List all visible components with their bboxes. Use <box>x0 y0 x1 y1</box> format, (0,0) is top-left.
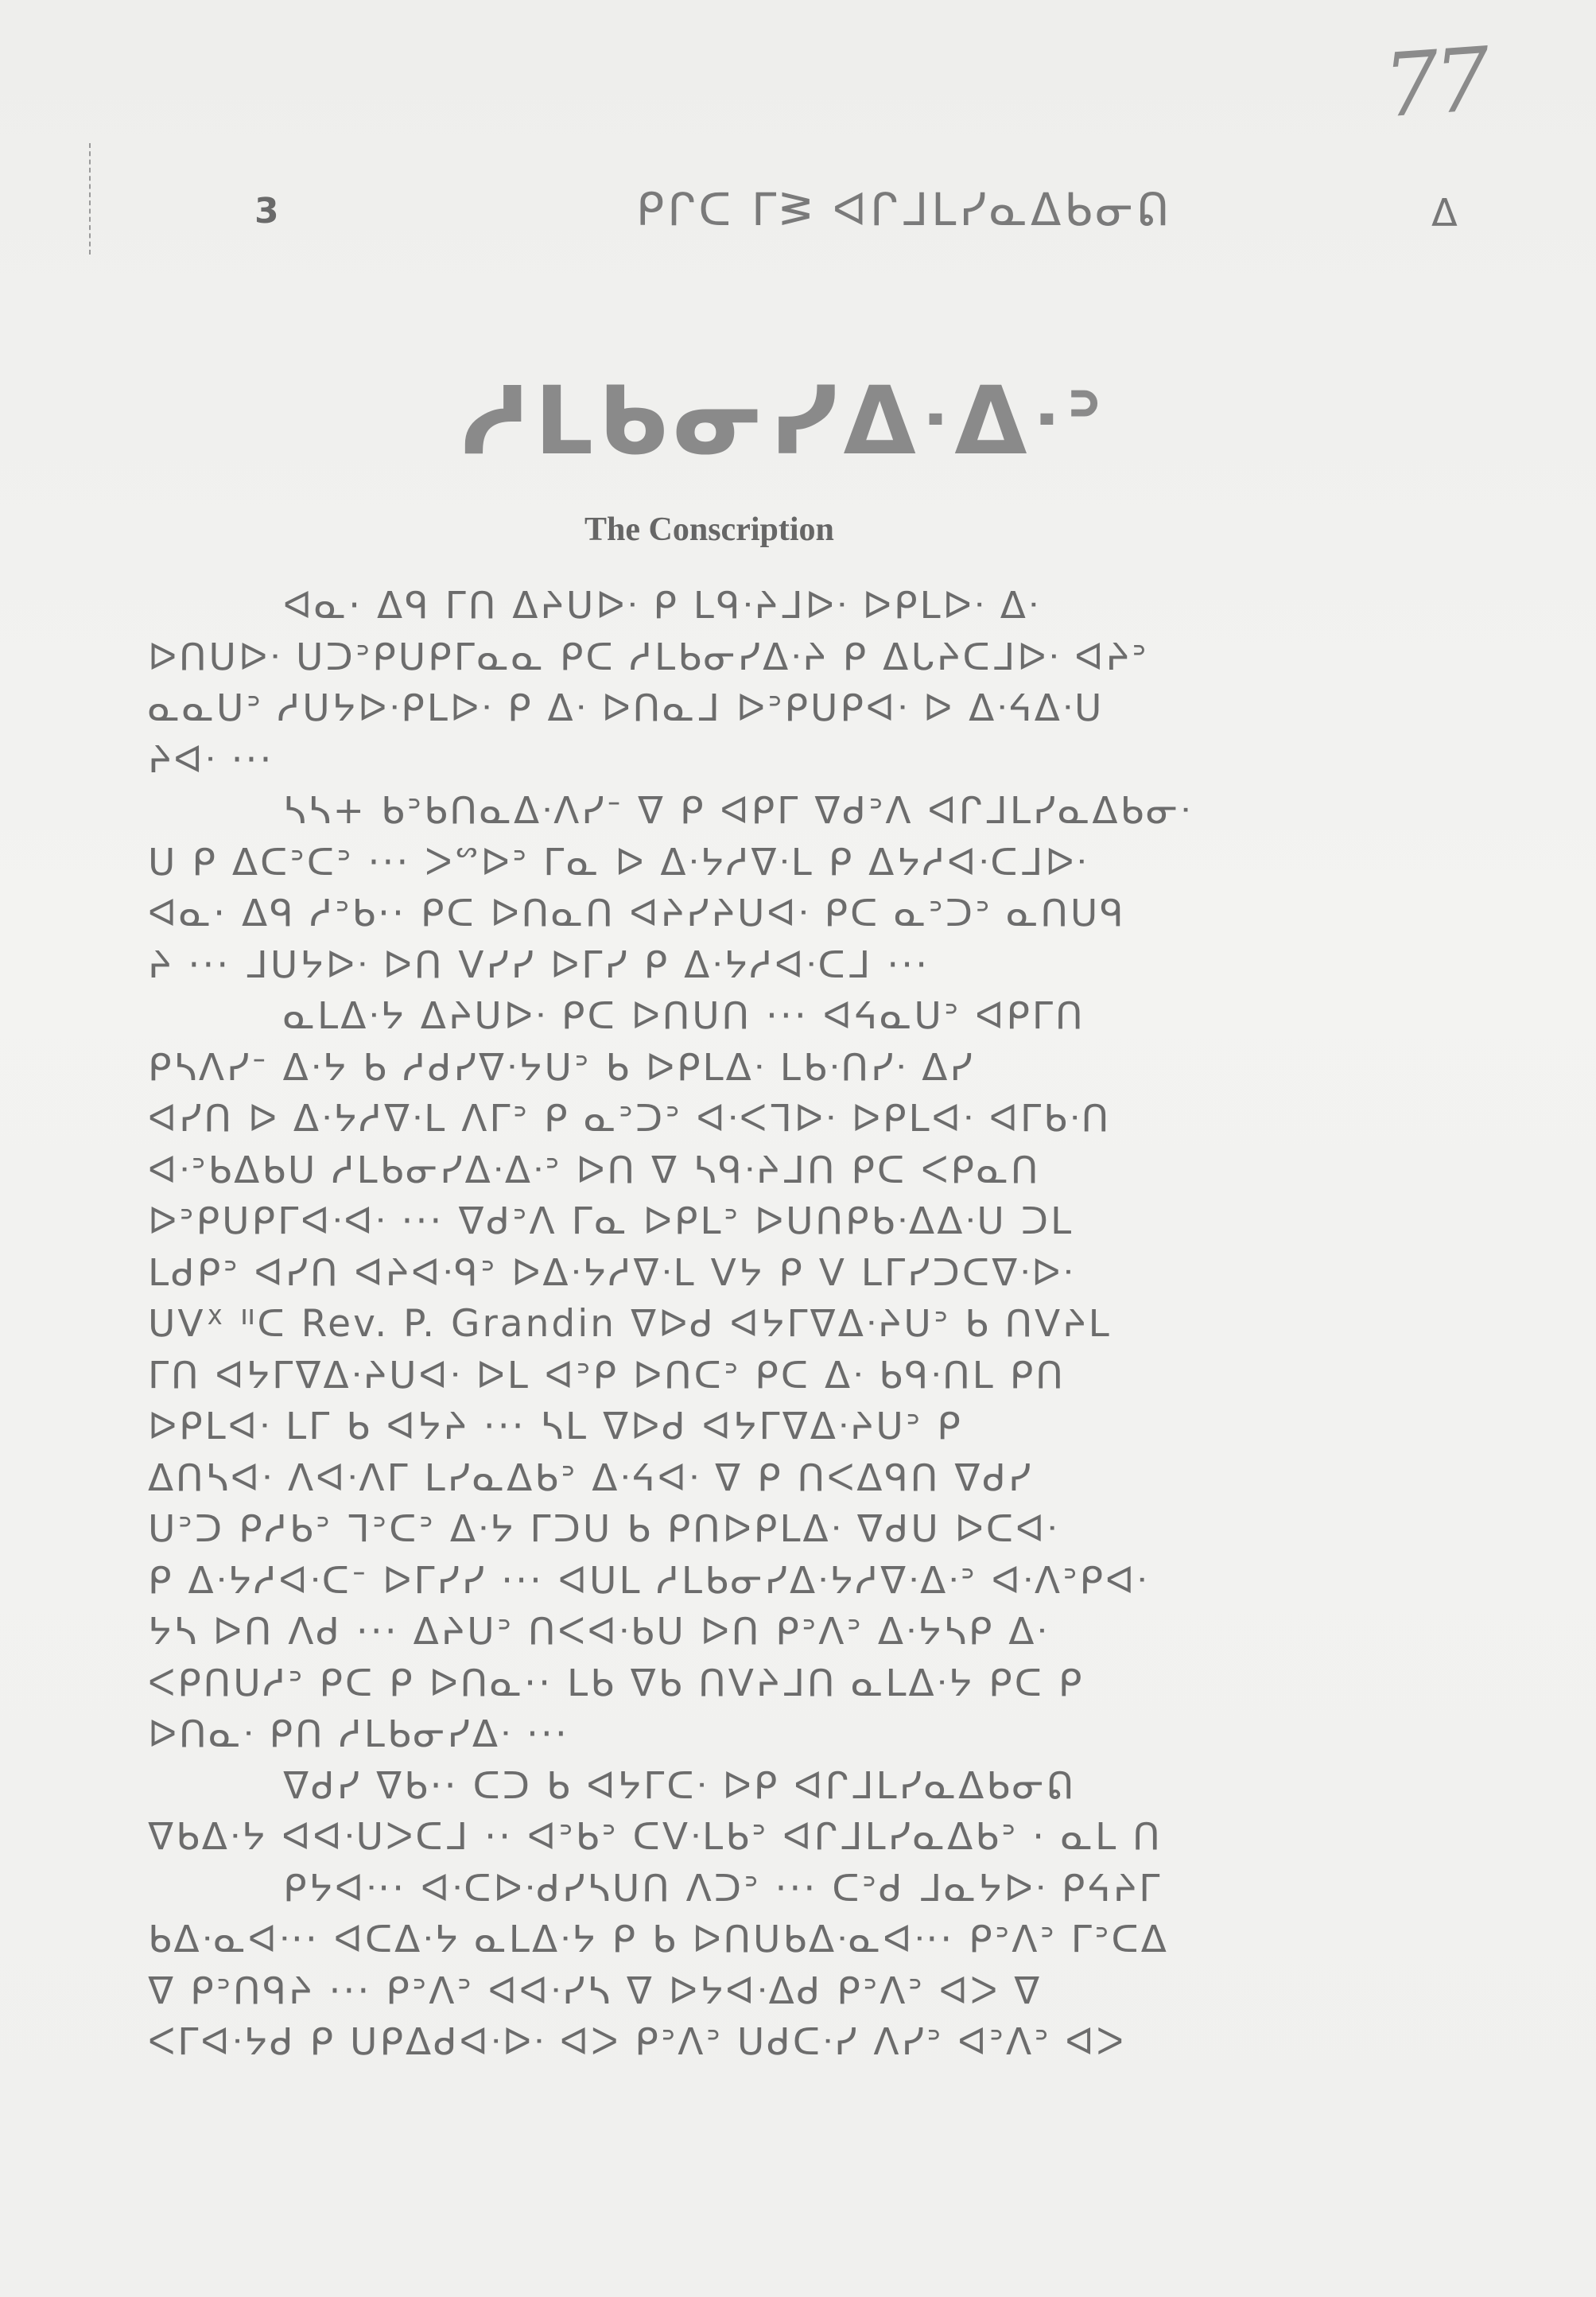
text-line: ᐃᑎᓴᐊᐧ ᐱᐊᐧᐱᒥ ᒪᓯᓇᐃᑲᐣ ᐃᐧᔦᐊᐧ ᐁ ᑭ ᑎᐸᐃᑫᑎ ᐁᑯᓯ <box>148 1456 1034 1500</box>
text-line: ᒪᑯᑭᐣ ᐊᓯᑎ ᐊᔨᐊᐧᑫᐣ ᐅᐃᐧᔭᓱᐁᐧᒪ ᐯᔭ ᑭ ᐯ ᒪᒥᓯᑐᑕᐁᐧᐅᐧ <box>148 1250 1075 1295</box>
header-section-number: 3 <box>254 191 279 231</box>
text-line: ᑌᐯᕽ ᐦᑕ Rev. P. Grandin ᐁᐅᑯ ᐊᔭᒥᐁᐃᐧᔨᑌᐣ ᑲ ᑎᐯᔨᒪ <box>148 1302 1112 1346</box>
text-line: ᐊᓯᑎ ᐅ ᐃᐧᔭᓱᐁᐧᒪ ᐱᒥᐣ ᑭ ᓇᐣᑐᐣ ᐊᐧᐸᒣᐅᐧ ᐅᑭᒪᐊᐧ ᐊᒥᑲᐧᑎ <box>148 1097 1112 1141</box>
text-line: ᑌᐣᑐ ᑭᓱᑲᐣ ᒣᐣᑕᐣ ᐃᐧᔭ ᒥᑐᑌ ᑲ ᑭᑎᐅᑭᒪᐃᐧ ᐁᑯᑌ ᐅᑕᐊᐧ <box>148 1507 1059 1551</box>
text-line: ᑭᔭᐊᐧ·· ᐊᐧᑕᐅᐧᑯᓯᓴᑌᑎ ᐱᑐᐣ ··· ᑕᐣᑯ ᒧᓇᔭᐅᐧ ᑭᔦᔨᒥ <box>283 1866 1163 1910</box>
text-line: ᔨᐊᐧ ··· <box>148 737 274 782</box>
article-body <box>148 581 1452 2069</box>
text-line: ᐅᐣᑭᑌᑭᒥᐊᐧᐊᐧ ··· ᐁᑯᐣᐱ ᒥᓇ ᐅᑭᒪᐣ ᐅᑌᑎᑭᑲᐧᐃᐃᐧᑌ ᑐᒪ <box>148 1199 1074 1243</box>
text-line: ᒥᑎ ᐊᔭᒥᐁᐃᐧᔨᑌᐊᐧ ᐅᒪ ᐊᐣᑭ ᐅᑎᑕᐣ ᑭᑕ ᐃᐧ ᑲᑫᐧᑎᒪ ᑭᑎ <box>148 1353 1066 1397</box>
text-line: ᐅᑭᒪᐊᐧ ᒪᒥ ᑲ ᐊᔭᔨ ··· ᓴᒪ ᐁᐅᑯ ᐊᔭᒥᐁᐃᐧᔨᑌᐣ ᑭ <box>148 1405 963 1448</box>
text-line: ᔭᓴ ᐅᑎ ᐱᑯ ··· ᐃᔨᑌᐣ ᑎᐸᐊᐧᑲᑌ ᐅᑎ ᑭᐣᐱᐣ ᐃᐧᔭᓴᑭ ᐃᐧ <box>148 1610 1049 1654</box>
text-line: ᐁᑯᓯ ᐁᑲ·· ᑕᑐ ᑲ ᐊᔭᒥᑕᐧ ᐅᑭ ᐊᒋᒧᒪᓯᓇᐃᑲᓂᕠ <box>283 1763 1077 1808</box>
text-line: ᑲᐃᐧᓇᐊᐧ·· ᐊᑕᐃᐧᔭ ᓇᒪᐃᐧᔭ ᑭ ᑲ ᐅᑎᑌᑲᐃᐧᓇᐊᐧ·· ᑭᐣᐱᐣ ᒥᐣᑕᐃ <box>148 1918 1169 1961</box>
handwritten-page-number: 77 <box>1380 28 1489 138</box>
text-line: ᑭ ᐃᐧᔭᓱᐊᐧᑕᐨ ᐅᒥᓯᓯ ··· ᐊᑌᒪ ᓱᒪᑲᓂᓯᐃᐧᔭᓱᐁᐧᐃᐧᐣ ᐊᐧᐱᐣᑭᐊᐧ <box>148 1558 1149 1603</box>
text-line: ᐅᑎᑌᐅᐧ ᑌᑐᐣᑭᑌᑭᒥᓇᓇ ᑭᑕ ᓱᒪᑲᓂᓯᐃᐧᔨ ᑭ ᐃᒐᔨᑕᒧᐅᐧ ᐊᔨᐣ <box>148 635 1149 679</box>
text-line: ᐁᑲᐃᐧᔭ ᐊᐊᐧᑌᐳᑕᒧ ·· ᐊᐣᑲᐣ ᑕᐯᐧᒪᑲᐣ ᐊᒋᒧᒪᓯᓇᐃᑲᐣ · ᓇᒪ ᑎ <box>148 1815 1163 1859</box>
text-line: ᐁ ᑭᐣᑎᑫᔨ ··· ᑭᐣᐱᐣ ᐊᐊᐧᓯᓴ ᐁ ᐅᔭᐊᐧᐃᑯ ᑭᐣᐱᐣ ᐊᐳ ᐁ <box>148 1969 1043 2013</box>
running-header-title: ᑭᒋᑕ ᒥᕒ ᐊᒋᒧᒪᓯᓇᐃᑲᓂᕠ <box>636 185 1173 236</box>
article-title: ᓱᒪᑲᓂᓯᐃᐧᐃᐧᐣ <box>461 366 1108 476</box>
header-right-mark: ᐃ <box>1431 191 1458 235</box>
text-line: ᓇᓇᑌᐣ ᓱᑌᔭᐅᐧᑭᒪᐅᐧ ᑭ ᐃᐧ ᐅᑎᓇᒧ ᐅᐣᑭᑌᑭᐊᐧ ᐅ ᐃᐧᔦᐃᐧᑌ <box>148 686 1105 730</box>
margin-dashed-rule <box>89 143 92 255</box>
text-line: ᐊᐧᐣᑲᐃᑲᑌ ᓱᒪᑲᓂᓯᐃᐧᐃᐧᐣ ᐅᑎ ᐁ ᓴᑫᐧᔨᒧᑎ ᑭᑕ ᐸᑭᓇᑎ <box>148 1148 1041 1192</box>
article-subtitle: The Conscription <box>584 511 834 548</box>
text-line: ᑌ ᑭ ᐃᑕᐣᑕᐣ ··· ᐳᔥᐅᐣ ᒥᓇ ᐅ ᐃᐧᔭᓱᐁᐧᒪ ᑭ ᐃᔭᓱᐊᐧᑕᒧᐅᐧ <box>148 840 1089 884</box>
text-line: ᓇᒪᐃᐧᔭ ᐃᔨᑌᐅᐧ ᑭᑕ ᐅᑎᑌᑎ ··· ᐊᔦᓇᑌᐣ ᐊᑭᒥᑎ <box>283 994 1085 1038</box>
text-line: ᓴᓴ+ ᑲᐣᑲᑎᓇᐃᐧᐱᓯᐨ ᐁ ᑭ ᐊᑭᒥ ᐁᑯᐣᐱ ᐊᒋᒧᒪᓯᓇᐃᑲᓂᐧ <box>283 789 1193 833</box>
text-line: ᐊᓇ· ᐃᑫ ᒥᑎ ᐃᔨᑌᐅᐧ ᑭ ᒪᑫᐧᔨᒧᐅᐧ ᐅᑭᒪᐅᐧ ᐃᐧ <box>283 584 1040 628</box>
text-line: ᐸᒥᐊᐧᔭᑯ ᑭ ᑌᑭᐃᑯᐊᐧᐅᐧ ᐊᐳ ᑭᐣᐱᐣ ᑌᑯᑕᐧᓯ ᐱᓯᐣ ᐊᐣᐱᐣ ᐊᐳ <box>148 2020 1126 2064</box>
text-line: ᔨ ··· ᒧᑌᔭᐅᐧ ᐅᑎ ᐯᓯᓯ ᐅᒥᓯ ᑭ ᐃᐧᔭᓱᐊᐧᑕᒧ ··· <box>148 943 930 987</box>
text-line: ᐅᑎᓇᐧ ᑭᑎ ᓱᒪᑲᓂᓯᐃᐧ ··· <box>148 1712 569 1756</box>
text-line: ᐸᑭᑎᑌᓱᐣ ᑭᑕ ᑭ ᐅᑎᓇ·· ᒪᑲ ᐁᑲ ᑎᐯᔨᒧᑎ ᓇᒪᐃᐧᔭ ᑭᑕ ᑭ <box>148 1661 1085 1705</box>
text-line: ᑭᓴᐱᓯᐨ ᐃᐧᔭ ᑲ ᓱᑯᓯᐁᐧᔭᑌᐣ ᑲ ᐅᑭᒪᐃᐧ ᒪᑲᐧᑎᓯᐧ ᐃᓯ <box>148 1045 975 1090</box>
text-line: ᐊᓇ· ᐃᑫ ᓱᐣᑲ·· ᑭᑕ ᐅᑎᓇᑎ ᐊᔨᓯᔨᑌᐊᐧ ᑭᑕ ᓇᐣᑐᐣ ᓇᑎᑌᑫ <box>148 892 1126 935</box>
